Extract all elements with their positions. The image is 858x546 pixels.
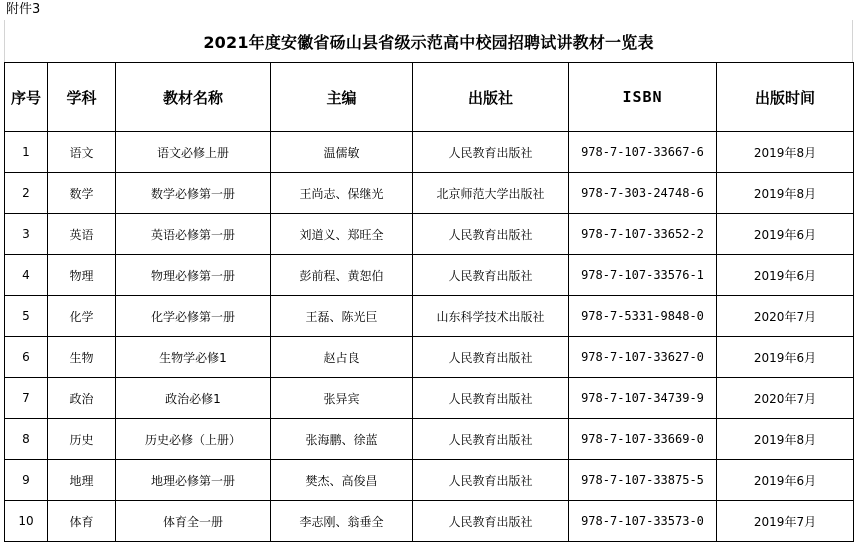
cell-publisher: 人民教育出版社 xyxy=(413,460,569,501)
cell-publisher: 人民教育出版社 xyxy=(413,255,569,296)
cell-publisher: 人民教育出版社 xyxy=(413,337,569,378)
cell-editor: 彭前程、黄恕伯 xyxy=(271,255,413,296)
table-row xyxy=(5,501,854,542)
cell-textbook: 数学必修第一册 xyxy=(116,173,271,214)
cell-textbook: 历史必修（上册） xyxy=(116,419,271,460)
cell-index: 7 xyxy=(5,378,48,419)
cell-publisher: 北京师范大学出版社 xyxy=(413,173,569,214)
header-textbook: 教材名称 xyxy=(116,63,271,132)
cell-textbook: 物理必修第一册 xyxy=(116,255,271,296)
cell-isbn: 978-7-107-34739-9 xyxy=(569,378,717,419)
cell-publisher: 人民教育出版社 xyxy=(413,419,569,460)
cell-editor: 张异宾 xyxy=(271,378,413,419)
table-row xyxy=(5,460,854,501)
table-row xyxy=(5,419,854,460)
cell-isbn: 978-7-107-33573-0 xyxy=(569,501,717,542)
cell-isbn: 978-7-107-33669-0 xyxy=(569,419,717,460)
cell-textbook: 政治必修1 xyxy=(116,378,271,419)
cell-pub-date: 2020年7月 xyxy=(717,296,854,337)
cell-pub-date: 2019年8月 xyxy=(717,173,854,214)
cell-index: 8 xyxy=(5,419,48,460)
cell-subject: 物理 xyxy=(48,255,116,296)
cell-subject: 语文 xyxy=(48,132,116,173)
cell-editor: 樊杰、高俊昌 xyxy=(271,460,413,501)
cell-index: 3 xyxy=(5,214,48,255)
cell-subject: 化学 xyxy=(48,296,116,337)
cell-publisher: 人民教育出版社 xyxy=(413,501,569,542)
cell-subject: 地理 xyxy=(48,460,116,501)
table-row xyxy=(5,173,854,214)
table-row xyxy=(5,296,854,337)
cell-textbook: 英语必修第一册 xyxy=(116,214,271,255)
cell-index: 5 xyxy=(5,296,48,337)
textbook-table xyxy=(4,62,854,542)
cell-editor: 李志刚、翁垂全 xyxy=(271,501,413,542)
cell-textbook: 体育全一册 xyxy=(116,501,271,542)
cell-index: 6 xyxy=(5,337,48,378)
table-row xyxy=(5,378,854,419)
header-publisher: 出版社 xyxy=(413,63,569,132)
header-subject: 学科 xyxy=(48,63,116,132)
cell-subject: 历史 xyxy=(48,419,116,460)
cell-pub-date: 2019年8月 xyxy=(717,419,854,460)
table-body xyxy=(5,132,854,542)
cell-isbn: 978-7-107-33576-1 xyxy=(569,255,717,296)
cell-publisher: 山东科学技术出版社 xyxy=(413,296,569,337)
cell-pub-date: 2019年6月 xyxy=(717,337,854,378)
cell-subject: 体育 xyxy=(48,501,116,542)
cell-editor: 刘道义、郑旺全 xyxy=(271,214,413,255)
cell-pub-date: 2019年6月 xyxy=(717,214,854,255)
cell-textbook: 语文必修上册 xyxy=(116,132,271,173)
attachment-label: 附件3 xyxy=(6,2,41,17)
cell-isbn: 978-7-107-33627-0 xyxy=(569,337,717,378)
table-row xyxy=(5,214,854,255)
cell-pub-date: 2019年8月 xyxy=(717,132,854,173)
title-row xyxy=(4,20,853,62)
table-row xyxy=(5,255,854,296)
cell-editor: 张海鹏、徐蓝 xyxy=(271,419,413,460)
cell-publisher: 人民教育出版社 xyxy=(413,378,569,419)
cell-isbn: 978-7-5331-9848-0 xyxy=(569,296,717,337)
cell-subject: 政治 xyxy=(48,378,116,419)
cell-editor: 赵占良 xyxy=(271,337,413,378)
cell-pub-date: 2019年6月 xyxy=(717,255,854,296)
table-row xyxy=(5,337,854,378)
table-row xyxy=(5,132,854,173)
cell-subject: 生物 xyxy=(48,337,116,378)
cell-publisher: 人民教育出版社 xyxy=(413,214,569,255)
cell-index: 2 xyxy=(5,173,48,214)
header-isbn: ISBN xyxy=(569,63,717,132)
header-pub-date: 出版时间 xyxy=(717,63,854,132)
cell-pub-date: 2019年6月 xyxy=(717,460,854,501)
cell-pub-date: 2020年7月 xyxy=(717,378,854,419)
header-editor: 主编 xyxy=(271,63,413,132)
cell-isbn: 978-7-107-33875-5 xyxy=(569,460,717,501)
cell-isbn: 978-7-107-33667-6 xyxy=(569,132,717,173)
table-title: 2021年度安徽省砀山县省级示范高中校园招聘试讲教材一览表 xyxy=(203,32,654,52)
cell-publisher: 人民教育出版社 xyxy=(413,132,569,173)
cell-editor: 王尚志、保继光 xyxy=(271,173,413,214)
cell-subject: 数学 xyxy=(48,173,116,214)
cell-isbn: 978-7-303-24748-6 xyxy=(569,173,717,214)
cell-subject: 英语 xyxy=(48,214,116,255)
cell-index: 10 xyxy=(5,501,48,542)
header-row xyxy=(5,63,854,132)
cell-editor: 王磊、陈光巨 xyxy=(271,296,413,337)
cell-pub-date: 2019年7月 xyxy=(717,501,854,542)
cell-index: 1 xyxy=(5,132,48,173)
header-index: 序号 xyxy=(5,63,48,132)
cell-isbn: 978-7-107-33652-2 xyxy=(569,214,717,255)
cell-textbook: 生物学必修1 xyxy=(116,337,271,378)
cell-textbook: 化学必修第一册 xyxy=(116,296,271,337)
cell-editor: 温儒敏 xyxy=(271,132,413,173)
cell-index: 9 xyxy=(5,460,48,501)
cell-textbook: 地理必修第一册 xyxy=(116,460,271,501)
cell-index: 4 xyxy=(5,255,48,296)
